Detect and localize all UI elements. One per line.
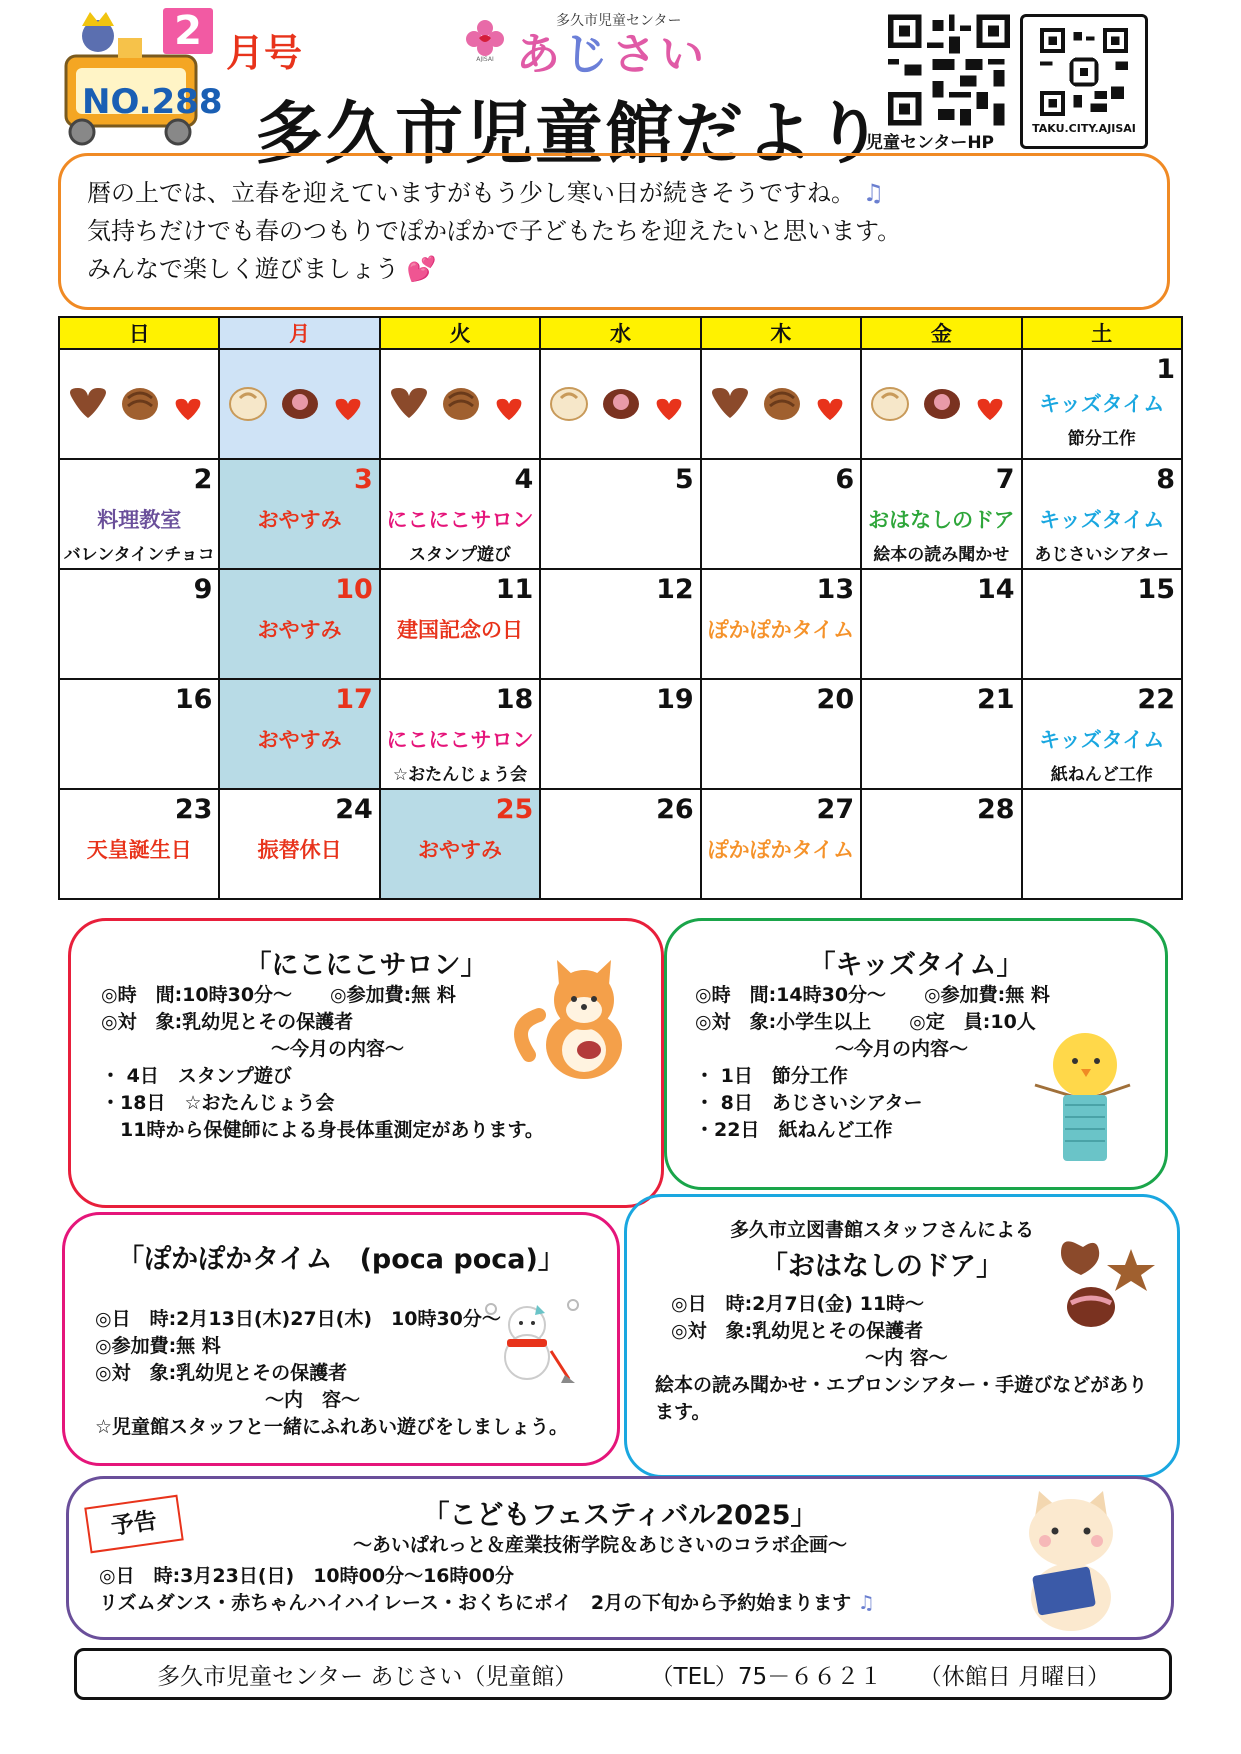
day-event: にこにこサロン	[386, 728, 534, 752]
day-event-detail: 絵本の読み聞かせ	[873, 545, 1010, 565]
calendar-day-cell	[380, 349, 540, 459]
calendar-day-cell	[1022, 349, 1182, 459]
calendar-day-cell	[701, 789, 861, 899]
kids-title: 「キッズタイム」	[808, 950, 1024, 981]
footer-closed-day: （休館日 月曜日）	[918, 1663, 1111, 1690]
ohanashi-line-4: 絵本の読み聞かせ・エプロンシアター・手遊びなどがあり	[655, 1374, 1148, 1396]
day-number: 23	[174, 794, 213, 825]
niko-line-6: 11時から保健師による身長体重測定があります。	[101, 1119, 544, 1141]
fest-subtitle: ～あいぱれっと＆産業技術学院＆あじさいのコラボ企画～	[352, 1534, 847, 1556]
day-number: 5	[674, 464, 694, 495]
chocolate-icon	[66, 384, 110, 424]
music-note-icon: ♫	[862, 179, 885, 207]
niko-line-4: ・ 4日 スタンプ遊び	[101, 1065, 292, 1087]
weekday-sun: 日	[59, 317, 219, 349]
intro-line-3: みんなで楽しく遊びましょう 💕	[87, 255, 437, 283]
chocolate-icon	[387, 384, 431, 424]
chocolate-icon	[972, 392, 1008, 432]
poka-line-2: ◎参加費:無 料	[95, 1335, 221, 1357]
calendar-day-cell	[701, 349, 861, 459]
kids-line-6: ・22日 紙ねんど工作	[695, 1119, 893, 1141]
issue-number: NO.288	[82, 82, 223, 122]
intro-line-2: 気持ちだけでも春のつもりでぽかぽかで子どもたちを迎えたいと思います。	[87, 217, 902, 245]
ohanashi-line-3: ～内 容～	[865, 1347, 948, 1369]
weekday-wed: 水	[540, 317, 700, 349]
chocolate-icon	[812, 392, 848, 432]
calendar-day-cell	[701, 569, 861, 679]
calendar-day-cell	[380, 459, 540, 569]
center-name-small: 多久市児童センター	[556, 13, 682, 29]
calendar-day-cell	[219, 459, 379, 569]
day-event: キッズタイム	[1039, 728, 1165, 752]
day-event: ぽかぽかタイム	[707, 838, 855, 862]
ohanashi-pre: 多久市立図書館スタッフさんによる	[729, 1219, 1034, 1241]
day-number: 10	[335, 574, 373, 605]
day-event: おやすみ	[257, 618, 342, 642]
fest-line-1: ◎日 時:3月23日(日) 10時00分～16時00分	[99, 1565, 514, 1587]
calendar-day-cell	[59, 789, 219, 899]
day-event-detail: スタンプ遊び	[409, 545, 512, 565]
day-event: おやすみ	[257, 508, 342, 532]
music-note-icon: ♫	[857, 1592, 875, 1614]
calendar-day-cell	[59, 569, 219, 679]
chocolate-decoration	[60, 378, 218, 438]
weekday-tue: 火	[380, 317, 540, 349]
chocolate-icon	[278, 384, 322, 424]
chocolate-icon	[491, 392, 527, 432]
calendar-day-cell	[380, 569, 540, 679]
day-number: 27	[816, 794, 855, 825]
weekday-header-row	[59, 317, 1182, 349]
calendar-day-cell	[701, 459, 861, 569]
fox-illustration	[509, 955, 639, 1085]
chocolate-decoration	[541, 378, 699, 438]
kids-line-4: ・ 1日 節分工作	[695, 1065, 848, 1087]
qr-hp-label: 児童センターHP	[866, 133, 995, 153]
day-number: 24	[335, 794, 373, 825]
event-calendar	[58, 316, 1183, 900]
chocolate-icon	[170, 392, 206, 432]
niko-line-2: ◎対 象:乳幼児とその保護者	[101, 1011, 354, 1033]
page-title: 多久市児童館だより	[255, 95, 886, 174]
calendar-day-cell	[219, 349, 379, 459]
instagram-label: TAKU.CITY.AJISAI	[1032, 122, 1136, 135]
chocolate-icon	[708, 384, 752, 424]
day-number: 1	[1156, 354, 1175, 385]
calendar-day-cell	[380, 679, 540, 789]
chocolate-decoration	[862, 378, 1020, 438]
kids-line-5: ・ 8日 あじさいシアター	[695, 1092, 923, 1114]
calendar-day-cell	[861, 349, 1021, 459]
calendar-day-cell	[219, 679, 379, 789]
day-number: 13	[816, 574, 855, 605]
chocolate-icon	[599, 384, 643, 424]
calendar-day-cell	[59, 349, 219, 459]
calendar-day-cell	[861, 569, 1021, 679]
day-event: 建国記念の日	[397, 618, 524, 642]
chocolate-decoration	[381, 378, 539, 438]
calendar-day-cell	[219, 789, 379, 899]
qr-code-instagram-icon[interactable]	[1040, 28, 1128, 116]
chocolate-icon	[547, 384, 591, 424]
month-number: 2	[163, 8, 213, 54]
calendar-day-cell	[1022, 789, 1182, 899]
calendar-day-cell	[861, 679, 1021, 789]
ohanashi-line-2: ◎対 象:乳幼児とその保護者	[671, 1320, 924, 1342]
day-event: 振替休日	[257, 838, 342, 862]
day-number: 9	[193, 574, 213, 605]
poka-line-1: ◎日 時:2月13日(木)27日(木) 10時30分～	[95, 1308, 501, 1330]
poka-line-4: ～内 容～	[265, 1389, 361, 1411]
day-number: 22	[1137, 684, 1175, 715]
hearts-icon: 💕	[406, 255, 437, 283]
ohanashi-title: 「おはなしのドア」	[760, 1251, 1004, 1282]
day-number: 20	[816, 684, 855, 715]
calendar-day-cell	[861, 459, 1021, 569]
brand-name: あじさい	[516, 29, 708, 80]
day-number: 8	[1156, 464, 1175, 495]
kids-line-3: ～今月の内容～	[835, 1038, 969, 1060]
calendar-week-row	[59, 679, 1182, 789]
calendar-day-cell	[861, 789, 1021, 899]
chocolate-decoration	[702, 378, 860, 438]
day-event-detail: バレンタインチョコ	[63, 545, 215, 565]
chocolate-icon	[118, 384, 162, 424]
day-event: 料理教室	[97, 508, 182, 532]
day-number: 15	[1137, 574, 1175, 605]
calendar-week-row	[59, 459, 1182, 569]
footer-tel[interactable]: （TEL）75－６６２１	[650, 1663, 883, 1690]
day-event: キッズタイム	[1039, 508, 1165, 532]
calendar-day-cell	[380, 789, 540, 899]
cat-reading-illustration	[1011, 1487, 1131, 1635]
day-number: 16	[174, 684, 213, 715]
chocolate-icon	[920, 384, 964, 424]
intro-line-1: 暦の上では、立春を迎えていますがもう少し寒い日が続きそうですね。 ♫	[87, 179, 885, 207]
day-event: 天皇誕生日	[86, 838, 192, 862]
qr-code-hp-icon[interactable]	[888, 14, 1010, 126]
chocolate-icon	[330, 392, 366, 432]
poka-line-3: ◎対 象:乳幼児とその保護者	[95, 1362, 348, 1384]
calendar-day-cell	[59, 679, 219, 789]
fest-title: 「こどもフェスティバル2025」	[422, 1500, 818, 1531]
chocolate-icon	[226, 384, 270, 424]
kids-line-2: ◎対 象:小学生以上 ◎定 員:10人	[695, 1011, 1036, 1033]
chocolate-icon	[868, 384, 912, 424]
day-number: 2	[193, 464, 213, 495]
day-event-detail: 節分工作	[1067, 429, 1136, 449]
day-event-detail: 紙ねんど工作	[1050, 765, 1153, 785]
calendar-day-cell	[1022, 569, 1182, 679]
chocolate-icon	[439, 384, 483, 424]
calendar-day-cell	[1022, 679, 1182, 789]
niko-line-3: ～今月の内容～	[271, 1038, 405, 1060]
poka-line-5: ☆児童館スタッフと一緒にふれあい遊びをしましょう。	[95, 1416, 569, 1438]
day-number: 14	[976, 574, 1015, 605]
hydrangea-logo-icon	[462, 16, 508, 62]
day-number: 7	[995, 464, 1015, 495]
calendar-day-cell	[540, 569, 700, 679]
chocolate-decoration	[220, 378, 378, 438]
kids-festival-box	[66, 1476, 1174, 1640]
notice-tag: 予告	[84, 1495, 183, 1554]
niko-line-5: ・18日 ☆おたんじょう会	[101, 1092, 335, 1114]
calendar-day-cell	[540, 789, 700, 899]
calendar-day-cell	[59, 459, 219, 569]
day-number: 21	[976, 684, 1015, 715]
day-event-detail: ☆おたんじょう会	[392, 765, 528, 785]
calendar-day-cell	[540, 459, 700, 569]
niko-niko-salon-box	[68, 918, 664, 1208]
weekday-sat: 土	[1022, 317, 1182, 349]
chick-knitting-illustration	[1025, 1025, 1135, 1165]
calendar-week-row	[59, 349, 1182, 459]
footer-center-name: 多久市児童センター あじさい（児童館）	[157, 1663, 578, 1690]
day-event: にこにこサロン	[386, 508, 534, 532]
poka-poka-time-box	[62, 1212, 620, 1466]
calendar-day-cell	[701, 679, 861, 789]
ohanashi-line-5: ます。	[655, 1401, 711, 1423]
day-number: 12	[656, 574, 694, 605]
fest-line-2: リズムダンス・赤ちゃんハイハイレース・おくちにポイ 2月の下旬から予約始まります ♫	[99, 1592, 875, 1614]
chocolate-icon	[760, 384, 804, 424]
weekday-mon: 月	[219, 317, 379, 349]
calendar-day-cell	[540, 679, 700, 789]
chocolates-illustration	[1055, 1233, 1159, 1333]
calendar-week-row	[59, 569, 1182, 679]
month-suffix: 月号	[226, 31, 303, 75]
day-number: 26	[656, 794, 694, 825]
ohanashi-door-box	[624, 1194, 1180, 1478]
chocolate-icon	[651, 392, 687, 432]
day-number: 4	[514, 464, 534, 495]
calendar-day-cell	[219, 569, 379, 679]
calendar-day-cell	[540, 349, 700, 459]
weekday-thu: 木	[701, 317, 861, 349]
day-event: おやすみ	[418, 838, 503, 862]
kids-line-1: ◎時 間:14時30分～ ◎参加費:無 料	[695, 984, 1050, 1006]
day-number: 28	[976, 794, 1015, 825]
day-event-detail: あじさいシアター	[1034, 545, 1170, 565]
poka-title: 「ぽかぽかタイム (poca poca)」	[117, 1244, 565, 1275]
day-event: おはなしのドア	[868, 508, 1015, 532]
calendar-week-row	[59, 789, 1182, 899]
footer-contact	[74, 1648, 1172, 1700]
niko-line-1: ◎時 間:10時30分～ ◎参加費:無 料	[101, 984, 456, 1006]
day-number: 19	[656, 684, 694, 715]
day-event: ぽかぽかタイム	[707, 618, 855, 642]
intro-message	[58, 153, 1170, 310]
day-number: 11	[495, 574, 534, 605]
logo-caption: AJISAI	[476, 56, 494, 62]
day-number: 25	[495, 794, 534, 825]
day-event: おやすみ	[257, 728, 342, 752]
ohanashi-line-1: ◎日 時:2月7日(金) 11時～	[671, 1293, 925, 1315]
niko-title: 「にこにこサロン」	[244, 950, 488, 981]
snowman-illustration	[477, 1295, 587, 1385]
day-number: 3	[354, 464, 373, 495]
day-number: 17	[335, 684, 373, 715]
day-number: 6	[835, 464, 855, 495]
weekday-fri: 金	[861, 317, 1021, 349]
calendar-day-cell	[1022, 459, 1182, 569]
day-event: キッズタイム	[1039, 392, 1165, 416]
day-number: 18	[495, 684, 534, 715]
kids-time-box	[664, 918, 1168, 1190]
